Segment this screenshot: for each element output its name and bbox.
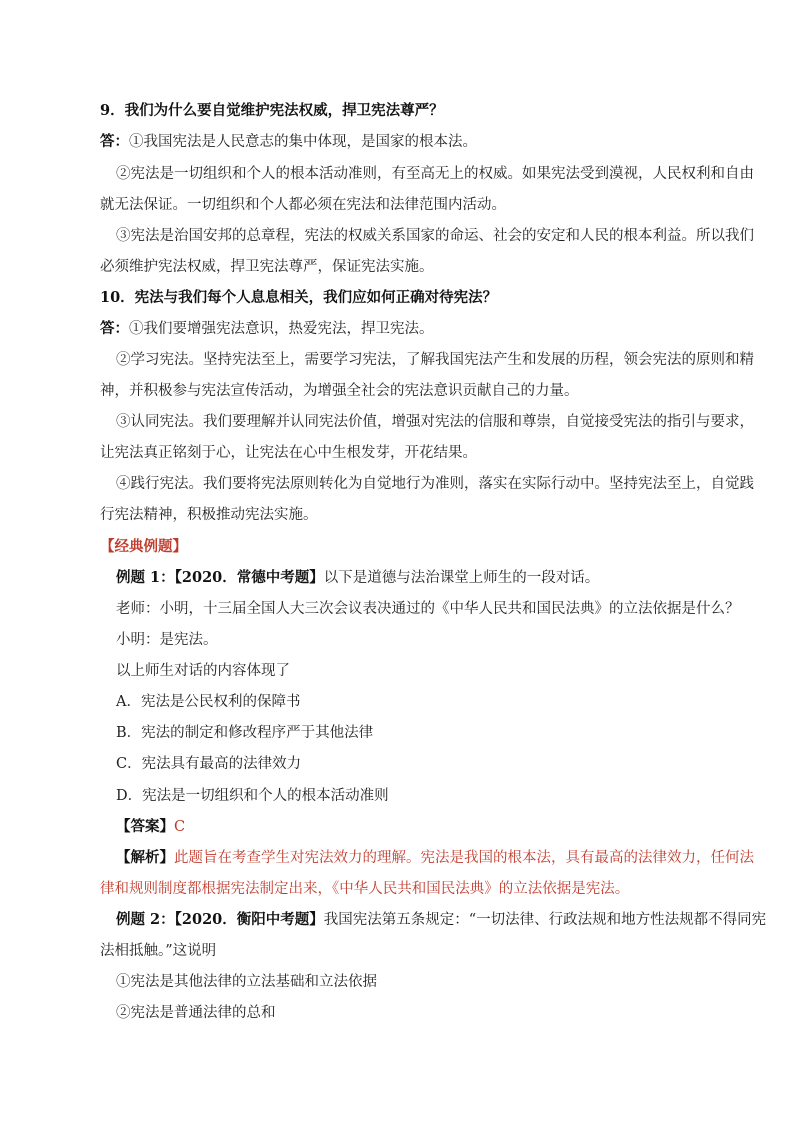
answer-text: ①我们要增强宪法意识，热爱宪法，捍卫宪法。 — [129, 321, 434, 337]
example-1-option-b: B．宪法的制定和修改程序严于其他法律 — [116, 725, 374, 741]
question-9-title: 9．我们为什么要自觉维护宪法权威，捍卫宪法尊严？ — [100, 102, 444, 119]
classic-examples-heading: 【经典例题】 — [100, 538, 187, 555]
answer-value: C — [174, 819, 186, 835]
example-1-source: 【2020．常德中考题】 — [174, 569, 324, 586]
example-2-label: 例题 2： — [116, 911, 175, 928]
example-1-intro: 以下是道德与法治课堂上师生的一段对话。 — [323, 570, 600, 586]
example-1-analysis-line-2: 律和规则制度都根据宪法制定出来，《中华人民共和国民法典》的立法依据是宪法。 — [100, 881, 630, 897]
question-10-title: 10．宪法与我们每个人息息相关，我们应如何正确对待宪法？ — [100, 289, 498, 306]
example-1-student-line: 小明：是宪法。 — [116, 632, 218, 648]
example-1-stem: 以上师生对话的内容体现了 — [116, 663, 290, 679]
example-2-source: 【2020．衡阳中考题】 — [174, 911, 324, 928]
answer-tag: 【答案】 — [116, 818, 174, 835]
example-2-header — [116, 910, 766, 930]
q9-paragraph-2-line-1: ②宪法是一切组织和个人的根本活动准则，有至高无上的权威。如果宪法受到漠视，人民权利和自由 — [116, 166, 754, 182]
example-2-intro-line-2: 法相抵触。”这说明 — [100, 943, 217, 959]
answer-label: 答： — [100, 133, 129, 150]
example-1-label: 例题 1： — [116, 569, 175, 586]
q9-paragraph-3-line-2: 必须维护宪法权威，捍卫宪法尊严，保证宪法实施。 — [100, 259, 434, 275]
q10-paragraph-3-line-2: 让宪法真正铭刻于心，让宪法在心中生根发芽，开花结果。 — [100, 445, 477, 461]
q9-paragraph-2-line-2: 就无法保证。一切组织和个人都必须在宪法和法律范围内活动。 — [100, 197, 506, 213]
q9-paragraph-3-line-1: ③宪法是治国安邦的总章程，宪法的权威关系国家的命运、社会的安定和人民的根本利益。所以我们 — [116, 228, 754, 244]
q10-paragraph-2-line-2: 神，并积极参与宪法宣传活动，为增强全社会的宪法意识贡献自己的力量。 — [100, 383, 579, 399]
example-1-teacher-line: 老师：小明，十三届全国人大三次会议表决通过的《中华人民共和国民法典》的立法依据是什么？ — [116, 601, 740, 617]
example-2-item-2: ②宪法是普通法律的总和 — [116, 1005, 276, 1021]
example-2-intro: 我国宪法第五条规定：“一切法律、行政法规和地方性法规都不得同宪 — [323, 912, 767, 928]
q10-paragraph-3-line-1: ③认同宪法。我们要理解并认同宪法价值，增强对宪法的信服和尊崇，自觉接受宪法的指引与要求， — [116, 414, 754, 430]
example-1-answer — [116, 817, 185, 837]
example-2-item-1: ①宪法是其他法律的立法基础和立法依据 — [116, 974, 377, 990]
answer-text: ①我国宪法是人民意志的集中体现，是国家的根本法。 — [129, 134, 477, 150]
example-1-analysis-line-1 — [116, 848, 754, 868]
example-1-option-c: C．宪法具有最高的法律效力 — [116, 756, 302, 772]
question-9-answer-intro — [100, 132, 477, 152]
question-10-answer-intro — [100, 319, 434, 339]
example-1-option-d: D．宪法是一切组织和个人的根本活动准则 — [116, 788, 389, 804]
analysis-tag: 【解析】 — [116, 849, 174, 866]
analysis-text: 此题旨在考查学生对宪法效力的理解。宪法是我国的根本法，具有最高的法律效力，任何法 — [174, 850, 754, 866]
q10-paragraph-2-line-1: ②学习宪法。坚持宪法至上，需要学习宪法，了解我国宪法产生和发展的历程，领会宪法的原则和精 — [116, 352, 754, 368]
q10-paragraph-4-line-1: ④践行宪法。我们要将宪法原则转化为自觉地行为准则，落实在实际行动中。坚持宪法至上，自觉践 — [116, 476, 754, 492]
answer-label: 答： — [100, 320, 129, 337]
q10-paragraph-4-line-2: 行宪法精神，积极推动宪法实施。 — [100, 507, 318, 523]
example-1-header — [116, 568, 599, 588]
example-1-option-a: A．宪法是公民权利的保障书 — [116, 694, 301, 710]
